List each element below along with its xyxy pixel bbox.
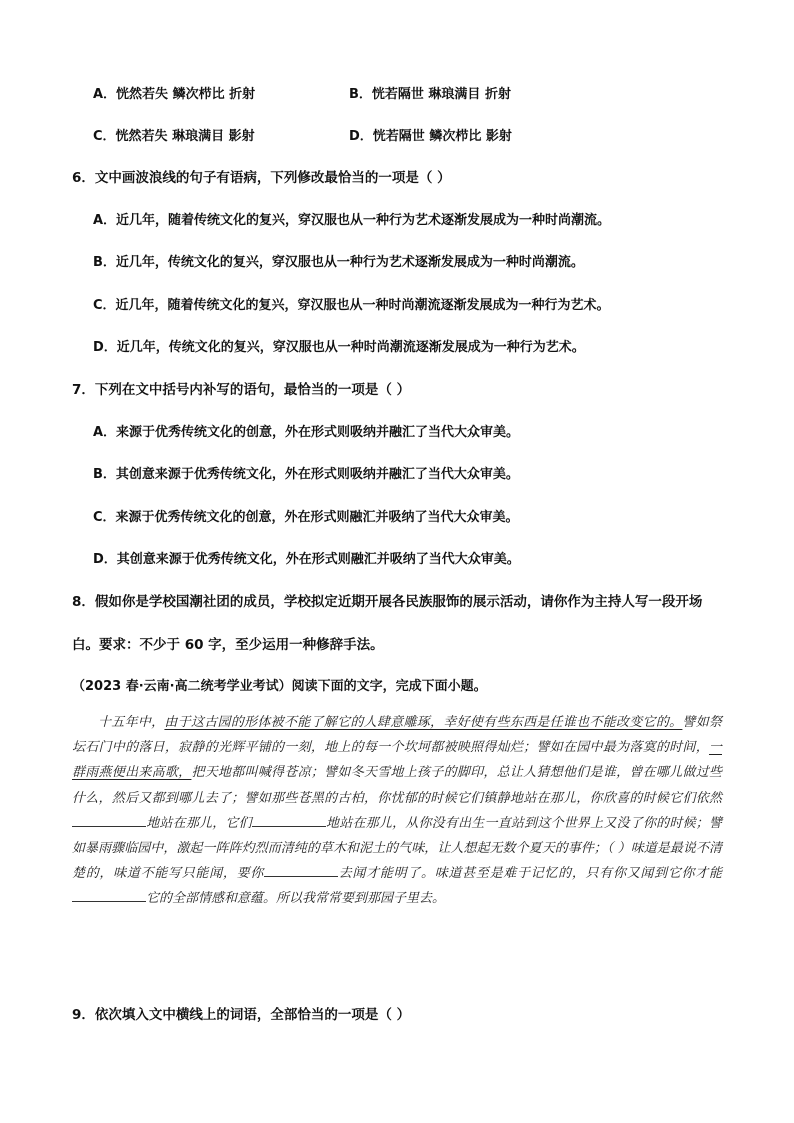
q7-option-a[interactable]: A．来源于优秀传统文化的创意，外在形式则吸纳并融汇了当代大众审美。 [93,425,520,440]
q6-option-d[interactable]: D．近几年，传统文化的复兴，穿汉服也从一种时尚潮流逐渐发展成为一种行为艺术。 [93,340,585,355]
fill-blank-2[interactable] [252,814,326,827]
reading-passage [72,710,722,912]
q6-option-c[interactable]: C．近几年，随着传统文化的复兴，穿汉服也从一种时尚潮流逐渐发展成为一种行为艺术。 [93,298,610,313]
q6-option-b[interactable]: B．近几年，传统文化的复兴，穿汉服也从一种行为艺术逐渐发展成为一种时尚潮流。 [93,255,584,270]
q5-option-d[interactable]: D．恍若隔世 鳞次栉比 影射 [349,129,512,144]
passage-text-3: 把天地都叫喊得苍凉；譬如冬天雪地上孩子的脚印，总让人猜想他们是谁，曾在哪儿做过些什么，然后又都到哪儿去了；譬如那些苍黑的古柏，你忧郁的时候它们镇静地站在那儿，你欣喜的时候它们依然 [72,765,722,806]
q5-option-a[interactable]: A．恍然若失 鳞次栉比 折射 [93,87,256,102]
q7-option-d[interactable]: D．其创意来源于优秀传统文化，外在形式则融汇并吸纳了当代大众审美。 [93,552,520,567]
reading-source-line: （2023 春·云南·高二统考学业考试）阅读下面的文字，完成下面小题。 [72,679,487,694]
q5-option-c[interactable]: C．恍然若失 琳琅满目 影射 [93,129,255,144]
fill-blank-1[interactable] [72,814,146,827]
passage-text-6: 去闻才能明了。味道甚至是难于记忆的，只有你又闻到它你才能 [338,866,722,882]
fill-blank-3[interactable] [264,864,338,877]
passage-text-4: 地站在那儿，它们 [146,815,252,831]
q8-stem-line1: 8．假如你是学校国潮社团的成员，学校拟定近期开展各民族服饰的展示活动，请你作为主持人写一段开场 [72,594,703,610]
passage-text-1: 十五年中， [98,715,165,730]
passage-paragraph [72,710,722,912]
fill-blank-4[interactable] [72,889,146,902]
q6-stem: 6．文中画波浪线的句子有语病，下列修改最恰当的一项是（ ） [72,170,451,186]
q8-stem-line2: 白。要求：不少于 60 字，至少运用一种修辞手法。 [72,637,384,653]
q7-option-b[interactable]: B．其创意来源于优秀传统文化，外在形式则吸纳并融汇了当代大众审美。 [93,467,519,482]
passage-text-2: 譬如祭坛石门中的落日，寂静的光辉平铺的一刻，地上的每一个坎坷都被映照得灿烂；譬如在园中最为落寞的时间， [72,715,722,756]
q7-stem: 7．下列在文中括号内补写的语句，最恰当的一项是（ ） [72,382,411,398]
passage-text-7: 它的全部情感和意蕴。所以我常常要到那园子里去。 [146,891,446,907]
q7-option-c[interactable]: C．来源于优秀传统文化的创意，外在形式则融汇并吸纳了当代大众审美。 [93,510,519,525]
underlined-phrase: 一群雨燕便出来高歌， [72,740,722,781]
wavy-underlined-sentence: 由于这古园的形体被不能了解它的人肆意雕琢，幸好使有些东西是任谁也不能改变它的。 [164,715,683,730]
q6-option-a[interactable]: A．近几年，随着传统文化的复兴，穿汉服也从一种行为艺术逐渐发展成为一种时尚潮流。 [93,213,611,228]
passage-text-5: 地站在那儿，从你没有出生一直站到这个世界上又没了你的时候；譬如暴雨骤临园中，激起一阵阵灼烈而清纯的草木和泥土的气味，让人想起无数个夏天的事件；（ ）味道是最说不清楚的，味道不能写只能闻，要你 [72,815,722,882]
q9-stem: 9．依次填入文中横线上的词语，全部恰当的一项是（ ） [72,1007,411,1023]
q5-option-b[interactable]: B．恍若隔世 琳琅满目 折射 [349,87,511,102]
